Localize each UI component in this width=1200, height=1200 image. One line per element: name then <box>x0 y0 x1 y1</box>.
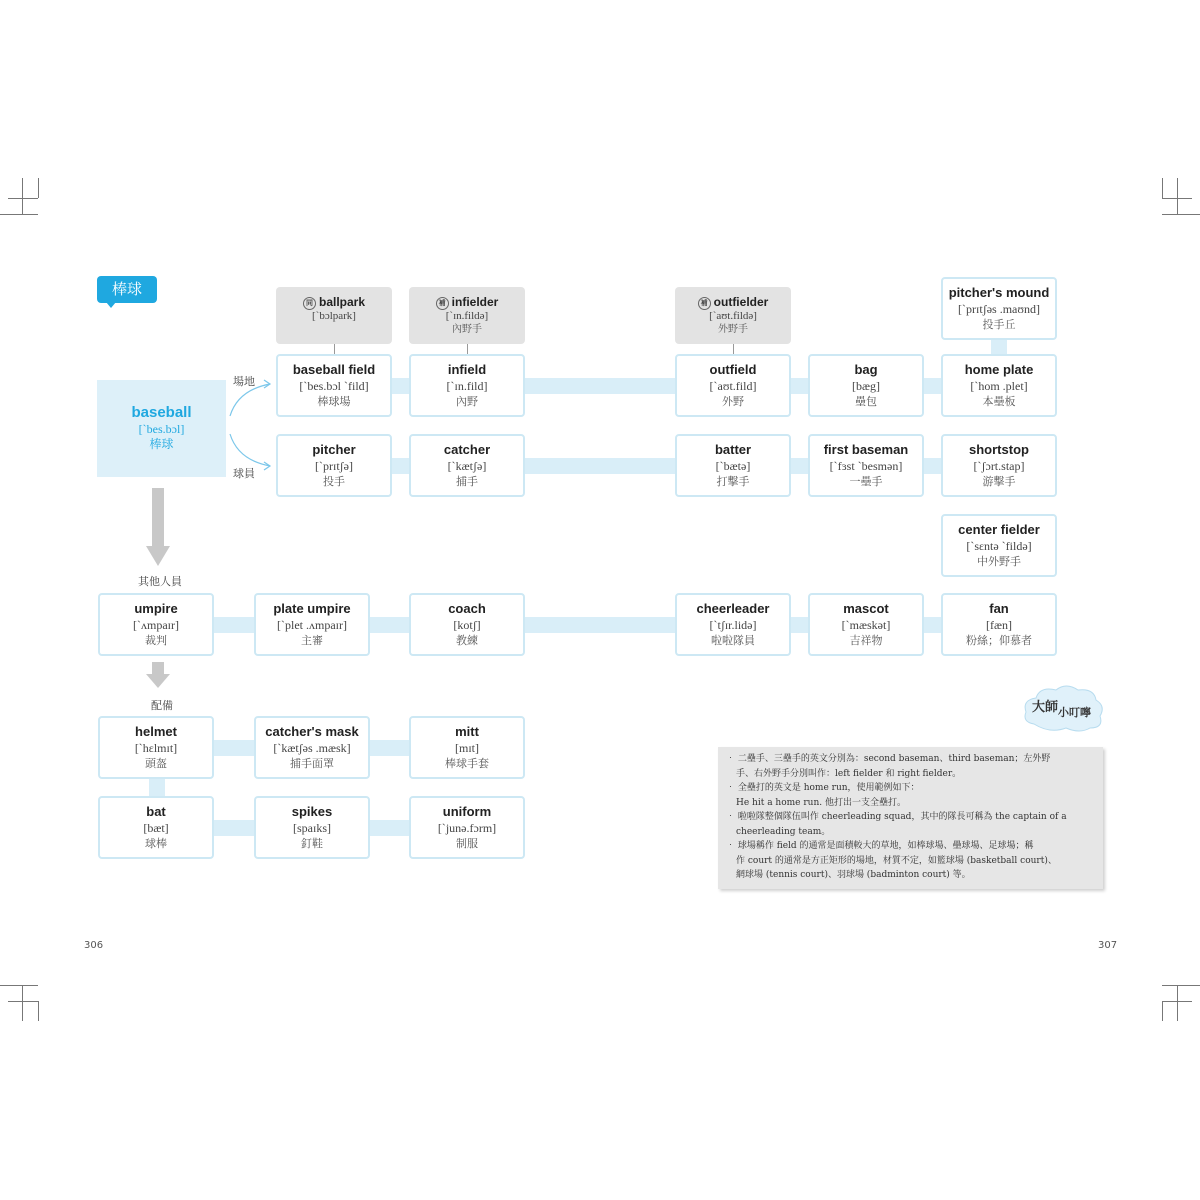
vocab-phonetic: [ˋmæskət] <box>841 618 891 632</box>
crop-mark <box>38 178 39 198</box>
page-number-right: 307 <box>1098 940 1118 951</box>
crop-mark <box>1162 214 1200 215</box>
vocab-card <box>98 796 214 859</box>
vocab-meaning: 打擊手 <box>716 475 750 488</box>
vocab-meaning: 頭盔 <box>145 757 167 770</box>
vocab-phonetic: [bæg] <box>852 379 880 393</box>
vocab-phonetic: [ˋʌmpaɪr] <box>133 618 179 632</box>
crop-mark <box>1177 178 1178 214</box>
vocab-phonetic: [fæn] <box>986 618 1012 632</box>
vocab-card <box>675 434 791 497</box>
vocab-word: pitcher <box>312 442 356 457</box>
vocab-phonetic: [kotʃ] <box>453 618 481 632</box>
vocab-word: shortstop <box>969 442 1029 457</box>
vocab-phonetic: [ˋkætʃəs .mæsk] <box>273 741 351 755</box>
row-label-players: 球員 <box>233 467 255 480</box>
synonym-phonetic: [ˋɪn.fildə] <box>445 310 489 322</box>
crop-mark <box>1177 985 1178 1021</box>
vocab-card <box>98 593 214 656</box>
note-line: ‧ 球場稱作 field 的通常是面積較大的草地，如棒球場、壘球場、足球場；稱 <box>726 841 1034 851</box>
vocab-meaning: 釘鞋 <box>301 837 323 850</box>
note-line: 作 court 的通常是方正矩形的場地，材質不定，如籃球場 (basketball court)、 <box>736 855 1057 866</box>
vocab-word: mascot <box>843 601 889 616</box>
connector-bar <box>213 740 257 756</box>
vocab-meaning: 教練 <box>456 634 478 647</box>
synonym-badge-icon: 補 <box>698 297 711 310</box>
vocab-phonetic: [ˋbætə] <box>715 459 751 473</box>
vocab-card <box>409 593 525 656</box>
vocab-phonetic: [spaɪks] <box>293 821 331 835</box>
vocab-word: catcher <box>443 442 491 457</box>
vocab-meaning: 制服 <box>456 837 478 850</box>
vocab-word: helmet <box>135 724 177 739</box>
vocab-card <box>941 354 1057 417</box>
vocab-card <box>254 716 370 779</box>
vocab-meaning: 粉絲；仰慕者 <box>966 634 1032 647</box>
synonym-meaning: 內野手 <box>452 324 482 335</box>
down-arrow-icon <box>152 488 164 546</box>
connector-bar <box>213 820 257 836</box>
vocab-card <box>941 593 1057 656</box>
synonym-word: outfielder <box>713 295 769 309</box>
vocab-meaning: 吉祥物 <box>849 634 883 647</box>
vocab-card <box>808 434 924 497</box>
section-tag <box>97 276 157 303</box>
vocab-word: batter <box>714 442 752 457</box>
vocab-meaning: 主審 <box>301 634 323 647</box>
row-label-field: 場地 <box>233 375 255 388</box>
vocab-meaning: 游擊手 <box>982 475 1016 488</box>
connector-bar <box>368 617 412 633</box>
vocab-phonetic: [ˋprɪtʃə] <box>315 459 353 473</box>
vocab-phonetic: [ˋhɛlmɪt] <box>134 741 178 755</box>
synonym-ballpark <box>276 287 392 344</box>
synonym-word: infielder <box>451 295 499 309</box>
vocab-meaning: 棒球手套 <box>445 757 489 770</box>
vocab-word: outfield <box>709 362 757 377</box>
vocab-card <box>675 354 791 417</box>
vocab-card <box>409 796 525 859</box>
vocab-card <box>409 354 525 417</box>
vocab-word: cheerleader <box>696 601 770 616</box>
down-arrow-icon <box>152 662 164 674</box>
crop-mark <box>38 1001 39 1021</box>
vocab-phonetic: [ˋʃɔrt.stap] <box>973 459 1025 473</box>
vocab-word: bag <box>854 362 878 377</box>
synonym-badge-icon: 補 <box>436 297 449 310</box>
vocab-meaning: 捕手 <box>456 475 478 488</box>
crop-mark <box>22 178 23 214</box>
vocab-phonetic: [ˋfɜst ˋbesmən] <box>829 459 903 473</box>
down-arrow-head <box>146 674 170 688</box>
vocab-meaning: 外野 <box>722 395 744 408</box>
note-line: ‧ 啦啦隊整個隊伍叫作 cheerleading squad，其中的隊長可稱為 the captain of a <box>726 812 1067 822</box>
vocab-word: pitcher's mound <box>948 285 1050 300</box>
synonym-link <box>733 344 734 354</box>
vocab-phonetic: [ˋaʊt.fild] <box>709 379 757 393</box>
crop-mark <box>1162 1001 1163 1021</box>
synonym-link <box>467 344 468 354</box>
vocab-phonetic: [ˋsɛntə ˋfildə] <box>966 539 1032 553</box>
vocab-card <box>409 434 525 497</box>
vocab-meaning: 一壘手 <box>849 475 883 488</box>
vocab-card <box>276 354 392 417</box>
vocab-meaning: 壘包 <box>855 395 877 408</box>
vocab-card <box>98 716 214 779</box>
connector-bar <box>149 777 165 797</box>
crop-mark <box>22 985 23 1021</box>
synonym-meaning: 外野手 <box>718 324 748 335</box>
main-phonetic: [ˋbes.bɔl] <box>138 422 185 436</box>
connector-bar <box>523 617 677 633</box>
crop-mark <box>0 985 38 986</box>
vocab-meaning: 裁判 <box>145 634 167 647</box>
connector-bar <box>368 820 412 836</box>
vocab-card <box>941 277 1057 340</box>
vocab-meaning: 本壘板 <box>982 395 1016 408</box>
vocab-meaning: 投手 <box>323 475 345 488</box>
note-line: ‧ 二壘手、三壘手的英文分別為：second baseman、third baseman；左外野 <box>726 754 1051 764</box>
vocab-phonetic: [ˋjunə.fɔrm] <box>437 821 497 835</box>
main-word-box <box>97 380 226 477</box>
row-label-others: 其他人員 <box>138 575 182 588</box>
vocab-phonetic: [mɪt] <box>455 741 479 755</box>
vocab-word: coach <box>448 601 486 616</box>
vocab-word: first baseman <box>823 442 909 457</box>
main-meaning: 棒球 <box>149 437 174 451</box>
row-label-equipment: 配備 <box>151 699 173 712</box>
note-line: 網球場 (tennis court)、羽球場 (badminton court) 等。 <box>736 870 971 880</box>
vocab-card <box>941 434 1057 497</box>
vocab-card <box>808 354 924 417</box>
vocab-phonetic: [bæt] <box>143 821 169 835</box>
vocab-meaning: 捕手面罩 <box>290 757 334 770</box>
connector-bar <box>523 378 677 394</box>
vocab-word: baseball field <box>292 362 376 377</box>
note-line: He hit a home run. 他打出一支全壘打。 <box>736 797 906 808</box>
vocab-word: mitt <box>455 724 479 739</box>
down-arrow-head <box>146 546 170 566</box>
vocab-word: fan <box>989 601 1009 616</box>
vocab-meaning: 棒球場 <box>317 395 351 408</box>
tip-notes <box>718 747 1103 889</box>
vocab-card <box>254 796 370 859</box>
vocab-word: home plate <box>964 362 1034 377</box>
crop-mark <box>0 214 38 215</box>
vocab-meaning: 中外野手 <box>977 555 1021 568</box>
connector-bar <box>523 458 677 474</box>
vocab-phonetic: [ˋplet .ʌmpaɪr] <box>277 618 347 632</box>
synonym-badge-icon: 同 <box>303 297 316 310</box>
page-number-left: 306 <box>84 940 104 951</box>
connector-bar <box>213 617 257 633</box>
vocab-word: infield <box>447 362 487 377</box>
crop-mark <box>1162 985 1200 986</box>
vocab-phonetic: [ˋɪn.fild] <box>446 379 488 393</box>
synonym-word: ballpark <box>318 295 366 309</box>
synonym-infielder <box>409 287 525 344</box>
synonym-outfielder <box>675 287 791 344</box>
note-line: cheerleading team。 <box>736 826 831 837</box>
tip-label-big: 大師 <box>1032 700 1059 715</box>
vocab-card <box>941 514 1057 577</box>
vocab-card <box>409 716 525 779</box>
synonym-link <box>334 344 335 354</box>
vocab-word: bat <box>146 804 166 819</box>
synonym-phonetic: [ˋbɔlpark] <box>312 310 356 322</box>
vocab-meaning: 球棒 <box>145 837 167 850</box>
synonym-phonetic: [ˋaʊt.fildə] <box>709 310 757 322</box>
vocab-phonetic: [ˋkætʃə] <box>447 459 487 473</box>
vocab-phonetic: [ˋtʃɪr.lidə] <box>709 618 757 632</box>
vocab-word: plate umpire <box>273 601 351 616</box>
vocab-phonetic: [ˋprɪtʃəs .maʊnd] <box>958 302 1040 316</box>
vocab-word: center fielder <box>958 522 1040 537</box>
tip-label <box>1032 696 1092 719</box>
vocab-meaning: 啦啦隊員 <box>711 634 755 647</box>
crop-mark <box>8 198 38 199</box>
vocab-meaning: 投手丘 <box>982 318 1016 331</box>
vocab-card <box>675 593 791 656</box>
vocab-card <box>808 593 924 656</box>
vocab-word: uniform <box>442 804 492 819</box>
vocab-word: spikes <box>291 804 333 819</box>
vocab-card <box>254 593 370 656</box>
section-tag-pointer <box>106 302 116 308</box>
note-line: ‧ 全壘打的英文是 home run，使用範例如下： <box>726 783 920 793</box>
vocab-phonetic: [ˋhom .plet] <box>970 379 1028 393</box>
vocab-card <box>276 434 392 497</box>
vocab-meaning: 內野 <box>456 395 478 408</box>
section-tag-label: 棒球 <box>111 280 142 298</box>
vocab-phonetic: [ˋbes.bɔl ˋfild] <box>299 379 369 393</box>
tip-label-small: 小叮嚀 <box>1058 706 1092 719</box>
connector-bar <box>368 740 412 756</box>
crop-mark <box>8 1001 38 1002</box>
note-line: 手、右外野手分別叫作：left fielder 和 right fielder。 <box>736 768 962 779</box>
vocab-word: umpire <box>134 601 178 616</box>
vocab-word: catcher's mask <box>265 724 359 739</box>
crop-mark <box>1162 178 1163 198</box>
main-word: baseball <box>131 404 192 421</box>
